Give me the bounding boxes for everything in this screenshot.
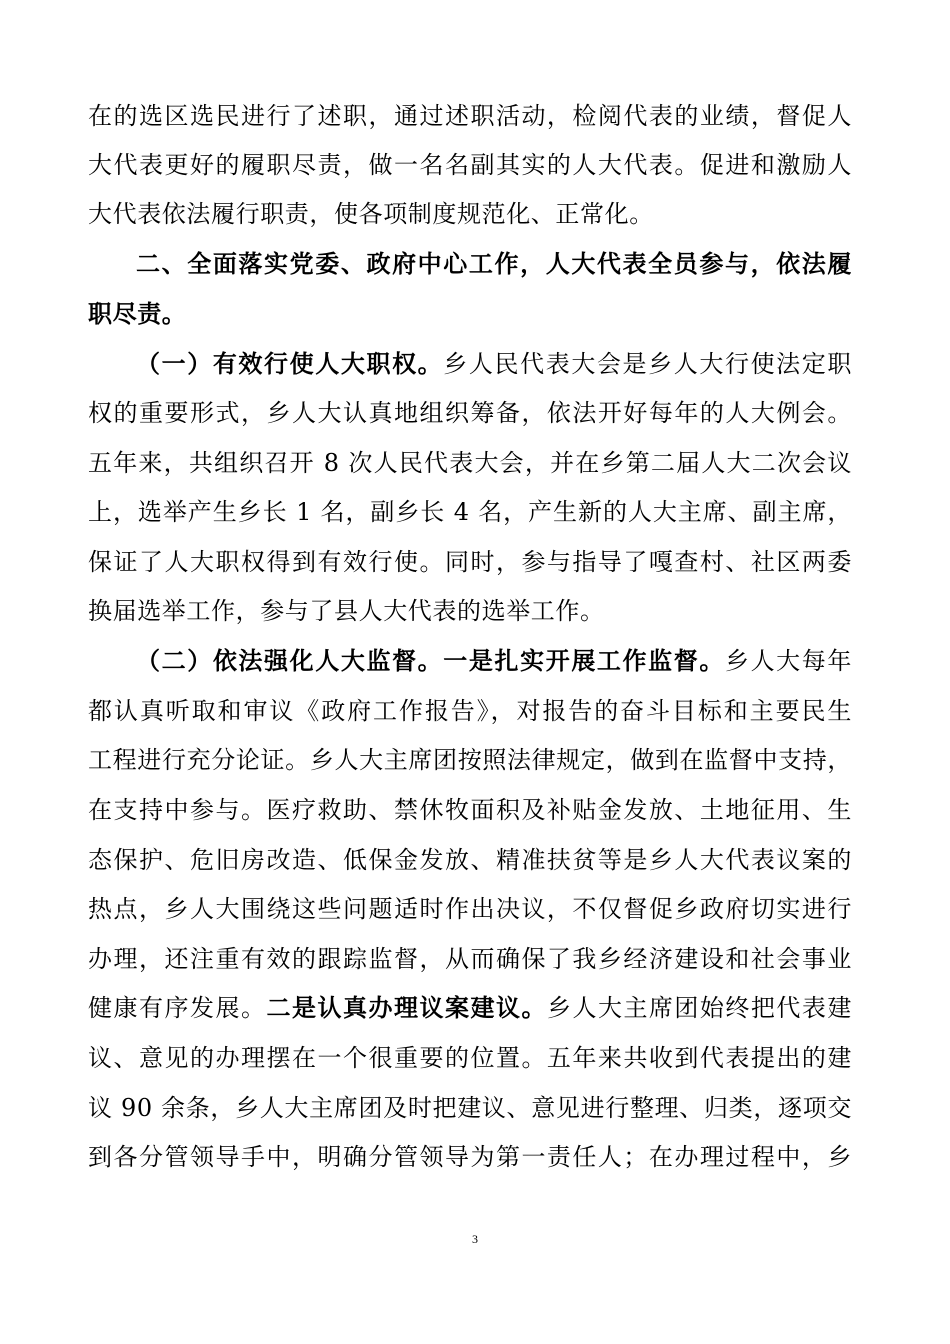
text-line [136, 646, 852, 676]
text-line [88, 1093, 852, 1123]
text-segment: 大代表更好的履职尽责，做一名名副其实的人大代表。促进和激励人 [88, 151, 852, 179]
text-line [88, 299, 852, 329]
text-segment: 议、意见的办理摆在一个很重要的位置。五年来共收到代表提出的建 [88, 1044, 852, 1072]
text-line [88, 696, 852, 726]
text-segment: 权的重要形式，乡人大认真地组织筹备，依法开好每年的人大例会。 [88, 399, 852, 427]
text-line [88, 944, 852, 974]
text-line [88, 150, 852, 180]
text-segment: 乡人民代表大会是乡人大行使法定职 [443, 350, 852, 378]
text-line [88, 497, 852, 527]
text-segment: 都认真听取和审议《政府工作报告》，对报告的奋斗目标和主要民生 [88, 697, 852, 725]
text-segment: 议 90 余条，乡人大主席团及时把建议、意见进行整理、归类，逐项交 [88, 1094, 852, 1122]
text-segment: 五年来，共组织召开 8 次人民代表大会，并在乡第二届人大二次会议 [88, 449, 852, 477]
bold-text-segment: 二是认真办理议案建议。 [266, 994, 547, 1022]
text-segment: 乡人大每年 [724, 647, 852, 675]
text-segment: 保证了人大职权得到有效行使。同时，参与指导了嘎查村、社区两委 [88, 548, 852, 576]
text-line [88, 199, 852, 229]
page-number: 3 [472, 1232, 478, 1246]
text-line [88, 894, 852, 924]
text-segment: 热点，乡人大围绕这些问题适时作出决议，不仅督促乡政府切实进行 [88, 895, 852, 923]
text-segment: 到各分管领导手中，明确分管领导为第一责任人；在办理过程中，乡 [88, 1143, 852, 1171]
text-line [88, 398, 852, 428]
text-line [136, 249, 852, 279]
text-segment: 在支持中参与。医疗救助、禁休牧面积及补贴金发放、土地征用、生 [88, 796, 852, 824]
text-line [88, 745, 852, 775]
bold-text-segment: （二）依法强化人大监督。一是扎实开展工作监督。 [136, 647, 725, 675]
text-line [88, 993, 852, 1023]
text-line [136, 349, 852, 379]
bold-text-segment: （一）有效行使人大职权。 [136, 350, 444, 378]
text-segment: 办理，还注重有效的跟踪监督，从而确保了我乡经济建设和社会事业 [88, 945, 852, 973]
text-line [88, 845, 852, 875]
text-segment: 乡人大主席团始终把代表建 [546, 994, 853, 1022]
text-line [88, 596, 852, 626]
text-line [88, 547, 852, 577]
text-segment: 态保护、危旧房改造、低保金发放、精准扶贫等是乡人大代表议案的 [88, 846, 852, 874]
bold-text-segment: 二、全面落实党委、政府中心工作，人大代表全员参与，依法履 [136, 250, 852, 278]
text-line [88, 1043, 852, 1073]
bold-text-segment: 职尽责。 [88, 300, 187, 328]
text-segment: 换届选举工作，参与了县人大代表的选举工作。 [88, 597, 605, 625]
text-line [88, 1142, 852, 1172]
text-segment: 健康有序发展。 [88, 994, 267, 1022]
text-line [88, 101, 852, 131]
text-segment: 工程进行充分论证。乡人大主席团按照法律规定，做到在监督中支持， [88, 746, 852, 774]
text-segment: 在的选区选民进行了述职，通过述职活动，检阅代表的业绩，督促人 [88, 102, 852, 130]
text-segment: 大代表依法履行职责，使各项制度规范化、正常化。 [88, 200, 654, 228]
text-segment: 上，选举产生乡长 1 名，副乡长 4 名，产生新的人大主席、副主席， [88, 498, 852, 526]
text-line [88, 448, 852, 478]
text-line [88, 795, 852, 825]
